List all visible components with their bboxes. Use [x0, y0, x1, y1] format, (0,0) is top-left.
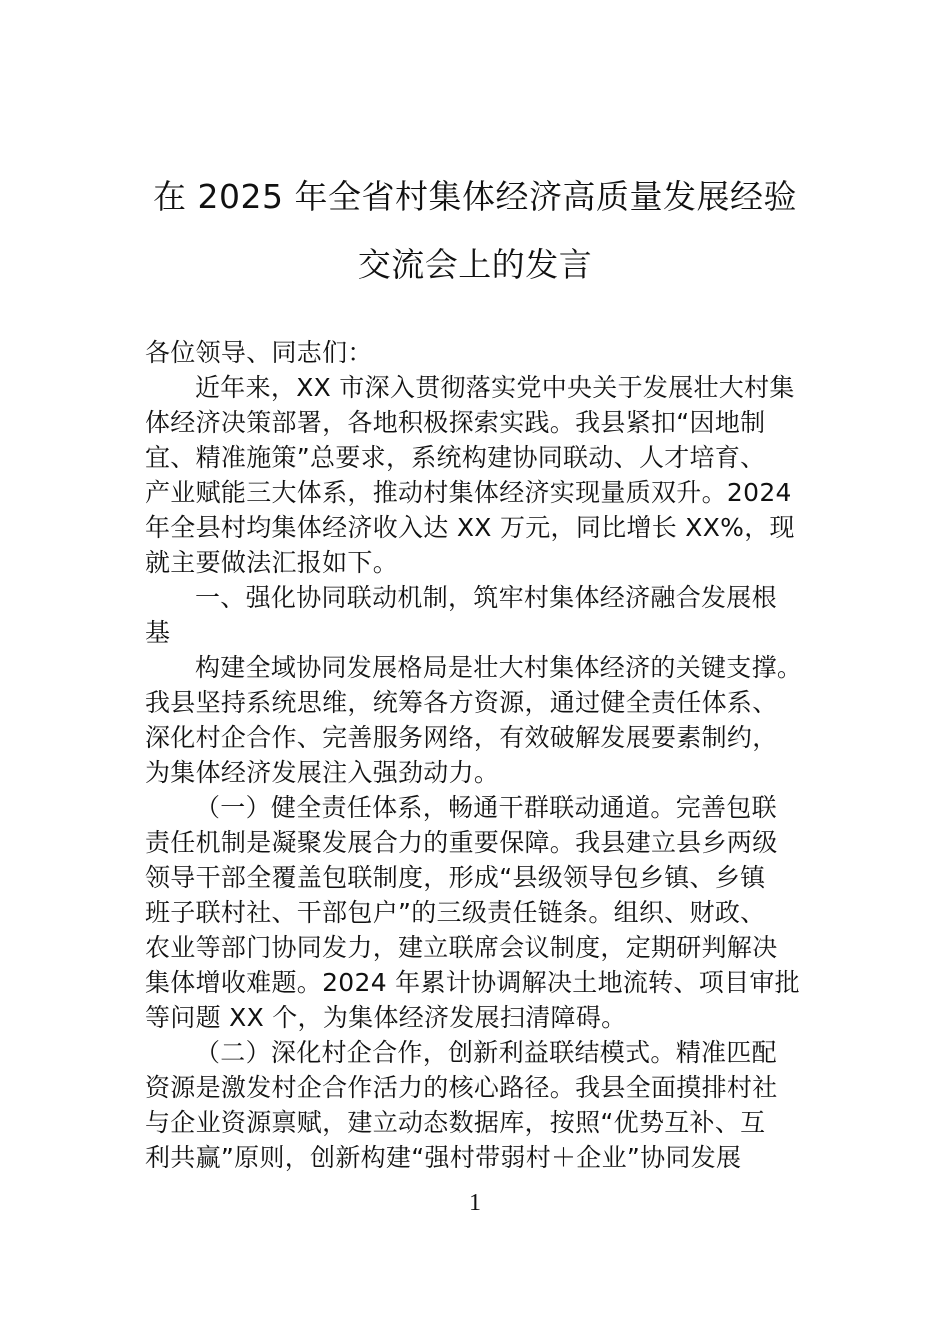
paragraph-line: 与企业资源禀赋，建立动态数据库，按照“优势互补、互: [145, 1108, 766, 1137]
paragraph-line: 利共赢”原则，创新构建“强村带弱村＋企业”协同发展: [145, 1143, 742, 1172]
section-heading-line: 基: [145, 618, 171, 647]
paragraph-line: 等问题 XX 个，为集体经济发展扫清障碍。: [145, 1003, 627, 1032]
paragraph-line: 就主要做法汇报如下。: [145, 548, 399, 577]
paragraph-line: （一）健全责任体系，畅通干群联动通道。完善包联: [195, 793, 777, 822]
document-title-line-2: 交流会上的发言: [357, 245, 593, 284]
paragraph-line: 深化村企合作、完善服务网络，有效破解发展要素制约，: [145, 723, 778, 752]
section-heading-line: 一、强化协同联动机制，筑牢村集体经济融合发展根: [195, 583, 777, 612]
paragraph-line: 班子联村社、干部包户”的三级责任链条。组织、财政、: [145, 898, 766, 927]
paragraph-line: 责任机制是凝聚发展合力的重要保障。我县建立县乡两级: [145, 828, 778, 857]
paragraph-line: 产业赋能三大体系，推动村集体经济实现量质双升。2024: [145, 478, 792, 507]
paragraph-line: （二）深化村企合作，创新利益联结模式。精准匹配: [195, 1038, 777, 1067]
paragraph-line: 构建全域协同发展格局是壮大村集体经济的关键支撑。: [195, 653, 803, 682]
paragraph-line: 集体增收难题。2024 年累计协调解决土地流转、项目审批: [145, 968, 800, 997]
paragraph-line: 为集体经济发展注入强劲动力。: [145, 758, 500, 787]
paragraph-line: 资源是激发村企合作活力的核心路径。我县全面摸排村社: [145, 1073, 778, 1102]
paragraph-line: 农业等部门协同发力，建立联席会议制度，定期研判解决: [145, 933, 778, 962]
paragraph-line: 年全县村均集体经济收入达 XX 万元，同比增长 XX%，现: [145, 513, 795, 542]
page-number: 1: [469, 1190, 481, 1216]
paragraph-line: 近年来，XX 市深入贯彻落实党中央关于发展壮大村集: [195, 373, 795, 402]
paragraph-line: 体经济决策部署，各地积极探索实践。我县紧扣“因地制: [145, 408, 766, 437]
salutation: 各位领导、同志们：: [145, 338, 373, 367]
paragraph-line: 领导干部全覆盖包联制度，形成“县级领导包乡镇、乡镇: [145, 863, 766, 892]
paragraph-line: 我县坚持系统思维，统筹各方资源，通过健全责任体系、: [145, 688, 778, 717]
paragraph-line: 宜、精准施策”总要求，系统构建协同联动、人才培育、: [145, 443, 766, 472]
document-title-line-1: 在 2025 年全省村集体经济高质量发展经验: [153, 177, 797, 216]
